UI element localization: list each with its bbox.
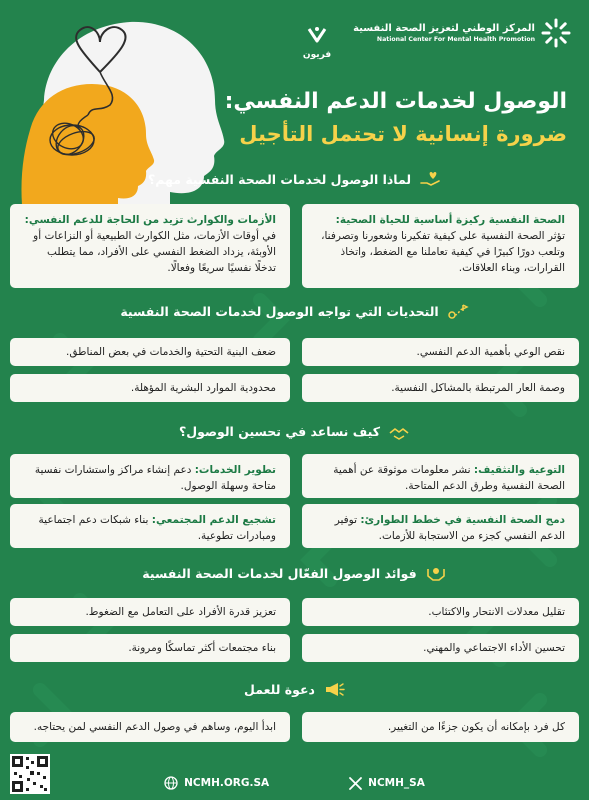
challenge-item-4-text: محدودية الموارد البشرية المؤهلة. xyxy=(130,382,276,394)
help-card-3-title: دمج الصحة النفسية في خطط الطوارئ: xyxy=(360,514,565,526)
benefit-item-2-text: تعزيز قدرة الأفراد على التعامل مع الضغوط. xyxy=(85,606,276,618)
ncmh-logo-arabic: المركز الوطني لتعزيز الصحة النفسية xyxy=(353,23,535,34)
title-line-2: ضرورة إنسانية لا تحتمل التأجيل xyxy=(239,122,567,146)
hands-care-icon xyxy=(425,563,447,583)
challenge-item-2-text: ضعف البنية التحتية والخدمات في بعض المناطق. xyxy=(66,346,276,358)
footer-website-text: NCMH.ORG.SA xyxy=(184,777,270,789)
ncmh-logo-english: National Center For Mental Health Promotion xyxy=(376,36,535,43)
footer xyxy=(0,770,589,796)
call-item-1 xyxy=(302,712,579,742)
benefit-item-3 xyxy=(302,634,579,662)
why-card-2 xyxy=(10,204,290,288)
section-help-heading xyxy=(0,420,589,442)
help-card-1-title: التوعية والتثقيف: xyxy=(473,464,565,476)
benefit-item-2 xyxy=(10,598,290,626)
call-item-2-text: ابدأ اليوم، وساهم في وصول الدعم النفسي لمن يحتاجه. xyxy=(33,721,276,733)
frieon-emblem-icon xyxy=(306,24,328,46)
challenge-item-4 xyxy=(10,374,290,402)
section-call-heading xyxy=(0,678,589,700)
ncmh-logo xyxy=(353,18,571,48)
challenge-item-3-text: وصمة العار المرتبطة بالمشاكل النفسية. xyxy=(391,382,565,394)
footer-social-text: NCMH_SA xyxy=(368,777,425,789)
footer-social[interactable] xyxy=(349,777,425,790)
section-why-title: لماذا الوصول لخدمات الصحة النفسية مهم؟ xyxy=(147,171,412,187)
call-item-2 xyxy=(10,712,290,742)
why-card-2-body: في أوقات الأزمات، مثل الكوارث الطبيعية أو النزاعات أو الأوبئة، يزداد الضغط النفسي على الأفراد، مما يتطلب تدخلًا نفسيًا سريعًا وفعالًا. xyxy=(33,230,276,274)
section-benefits-title: فوائد الوصول الفعّال لخدمات الصحة النفسية xyxy=(142,565,417,581)
challenge-item-1-text: نقص الوعي بأهمية الدعم النفسي. xyxy=(416,346,565,358)
section-why-heading xyxy=(0,168,589,190)
megaphone-icon xyxy=(323,679,345,699)
globe-icon xyxy=(164,776,178,790)
help-card-4-body: بناء شبكات دعم اجتماعية ومبادرات تطوعية. xyxy=(38,514,276,542)
hand-heart-icon xyxy=(419,169,441,189)
help-card-1-body: نشر معلومات موثوقة عن أهمية الصحة النفسية وطرق الدعم المتاحة. xyxy=(333,464,565,492)
title-line-1: الوصول لخدمات الدعم النفسي: xyxy=(224,89,567,114)
why-card-1-body: تؤثر الصحة النفسية على كيفية تفكيرنا وشعورنا وتصرفنا، وتلعب دورًا كبيرًا في كيفية تعاملنا مع الضغط، واتخاذ القرارات، وبناء العلاقات. xyxy=(321,230,565,274)
why-card-1-title: الصحة النفسية ركيزة أساسية للحياة الصحية: xyxy=(335,214,565,226)
help-card-2 xyxy=(10,454,290,498)
challenge-item-2 xyxy=(10,338,290,366)
benefit-item-1 xyxy=(302,598,579,626)
challenge-item-3 xyxy=(302,374,579,402)
poster-title xyxy=(187,86,567,150)
frieon-logo-text: فريون xyxy=(302,50,332,60)
benefit-item-4 xyxy=(10,634,290,662)
benefit-item-3-text: تحسين الأداء الاجتماعي والمهني. xyxy=(423,642,565,654)
why-card-1 xyxy=(302,204,579,288)
challenge-item-1 xyxy=(302,338,579,366)
benefit-item-4-text: بناء مجتمعات أكثر تماسكًا ومرونة. xyxy=(128,642,276,654)
ncmh-emblem-icon xyxy=(541,18,571,48)
hands-help-icon xyxy=(388,421,410,441)
help-card-2-title: تطوير الخدمات: xyxy=(194,464,276,476)
help-card-3-body: توفير الدعم النفسي كجزء من الاستجابة للأزمات. xyxy=(334,514,565,542)
why-card-2-title: الأزمات والكوارث تزيد من الحاجة للدعم النفسي: xyxy=(24,214,276,226)
call-item-1-text: كل فرد بإمكانه أن يكون جزءًا من التغيير. xyxy=(387,721,565,733)
section-benefits-heading xyxy=(0,562,589,584)
section-challenges-title: التحديات التي تواجه الوصول لخدمات الصحة النفسية xyxy=(120,303,439,319)
x-logo-icon xyxy=(349,777,362,790)
help-card-1 xyxy=(302,454,579,498)
section-challenges-heading xyxy=(0,300,589,322)
help-card-4 xyxy=(10,504,290,548)
section-help-title: كيف نساعد في تحسين الوصول؟ xyxy=(179,423,380,439)
frieon-logo xyxy=(300,24,334,61)
help-card-4-title: تشجيع الدعم المجتمعي: xyxy=(151,514,276,526)
footer-website[interactable] xyxy=(164,776,269,790)
help-card-2-body: دعم إنشاء مراكز واستشارات نفسية متاحة وسهلة الوصول. xyxy=(34,464,276,492)
section-call-title: دعوة للعمل xyxy=(244,681,315,697)
help-card-3 xyxy=(302,504,579,548)
benefit-item-1-text: تقليل معدلات الانتحار والاكتئاب. xyxy=(428,606,565,618)
path-obstacle-icon xyxy=(447,301,469,321)
